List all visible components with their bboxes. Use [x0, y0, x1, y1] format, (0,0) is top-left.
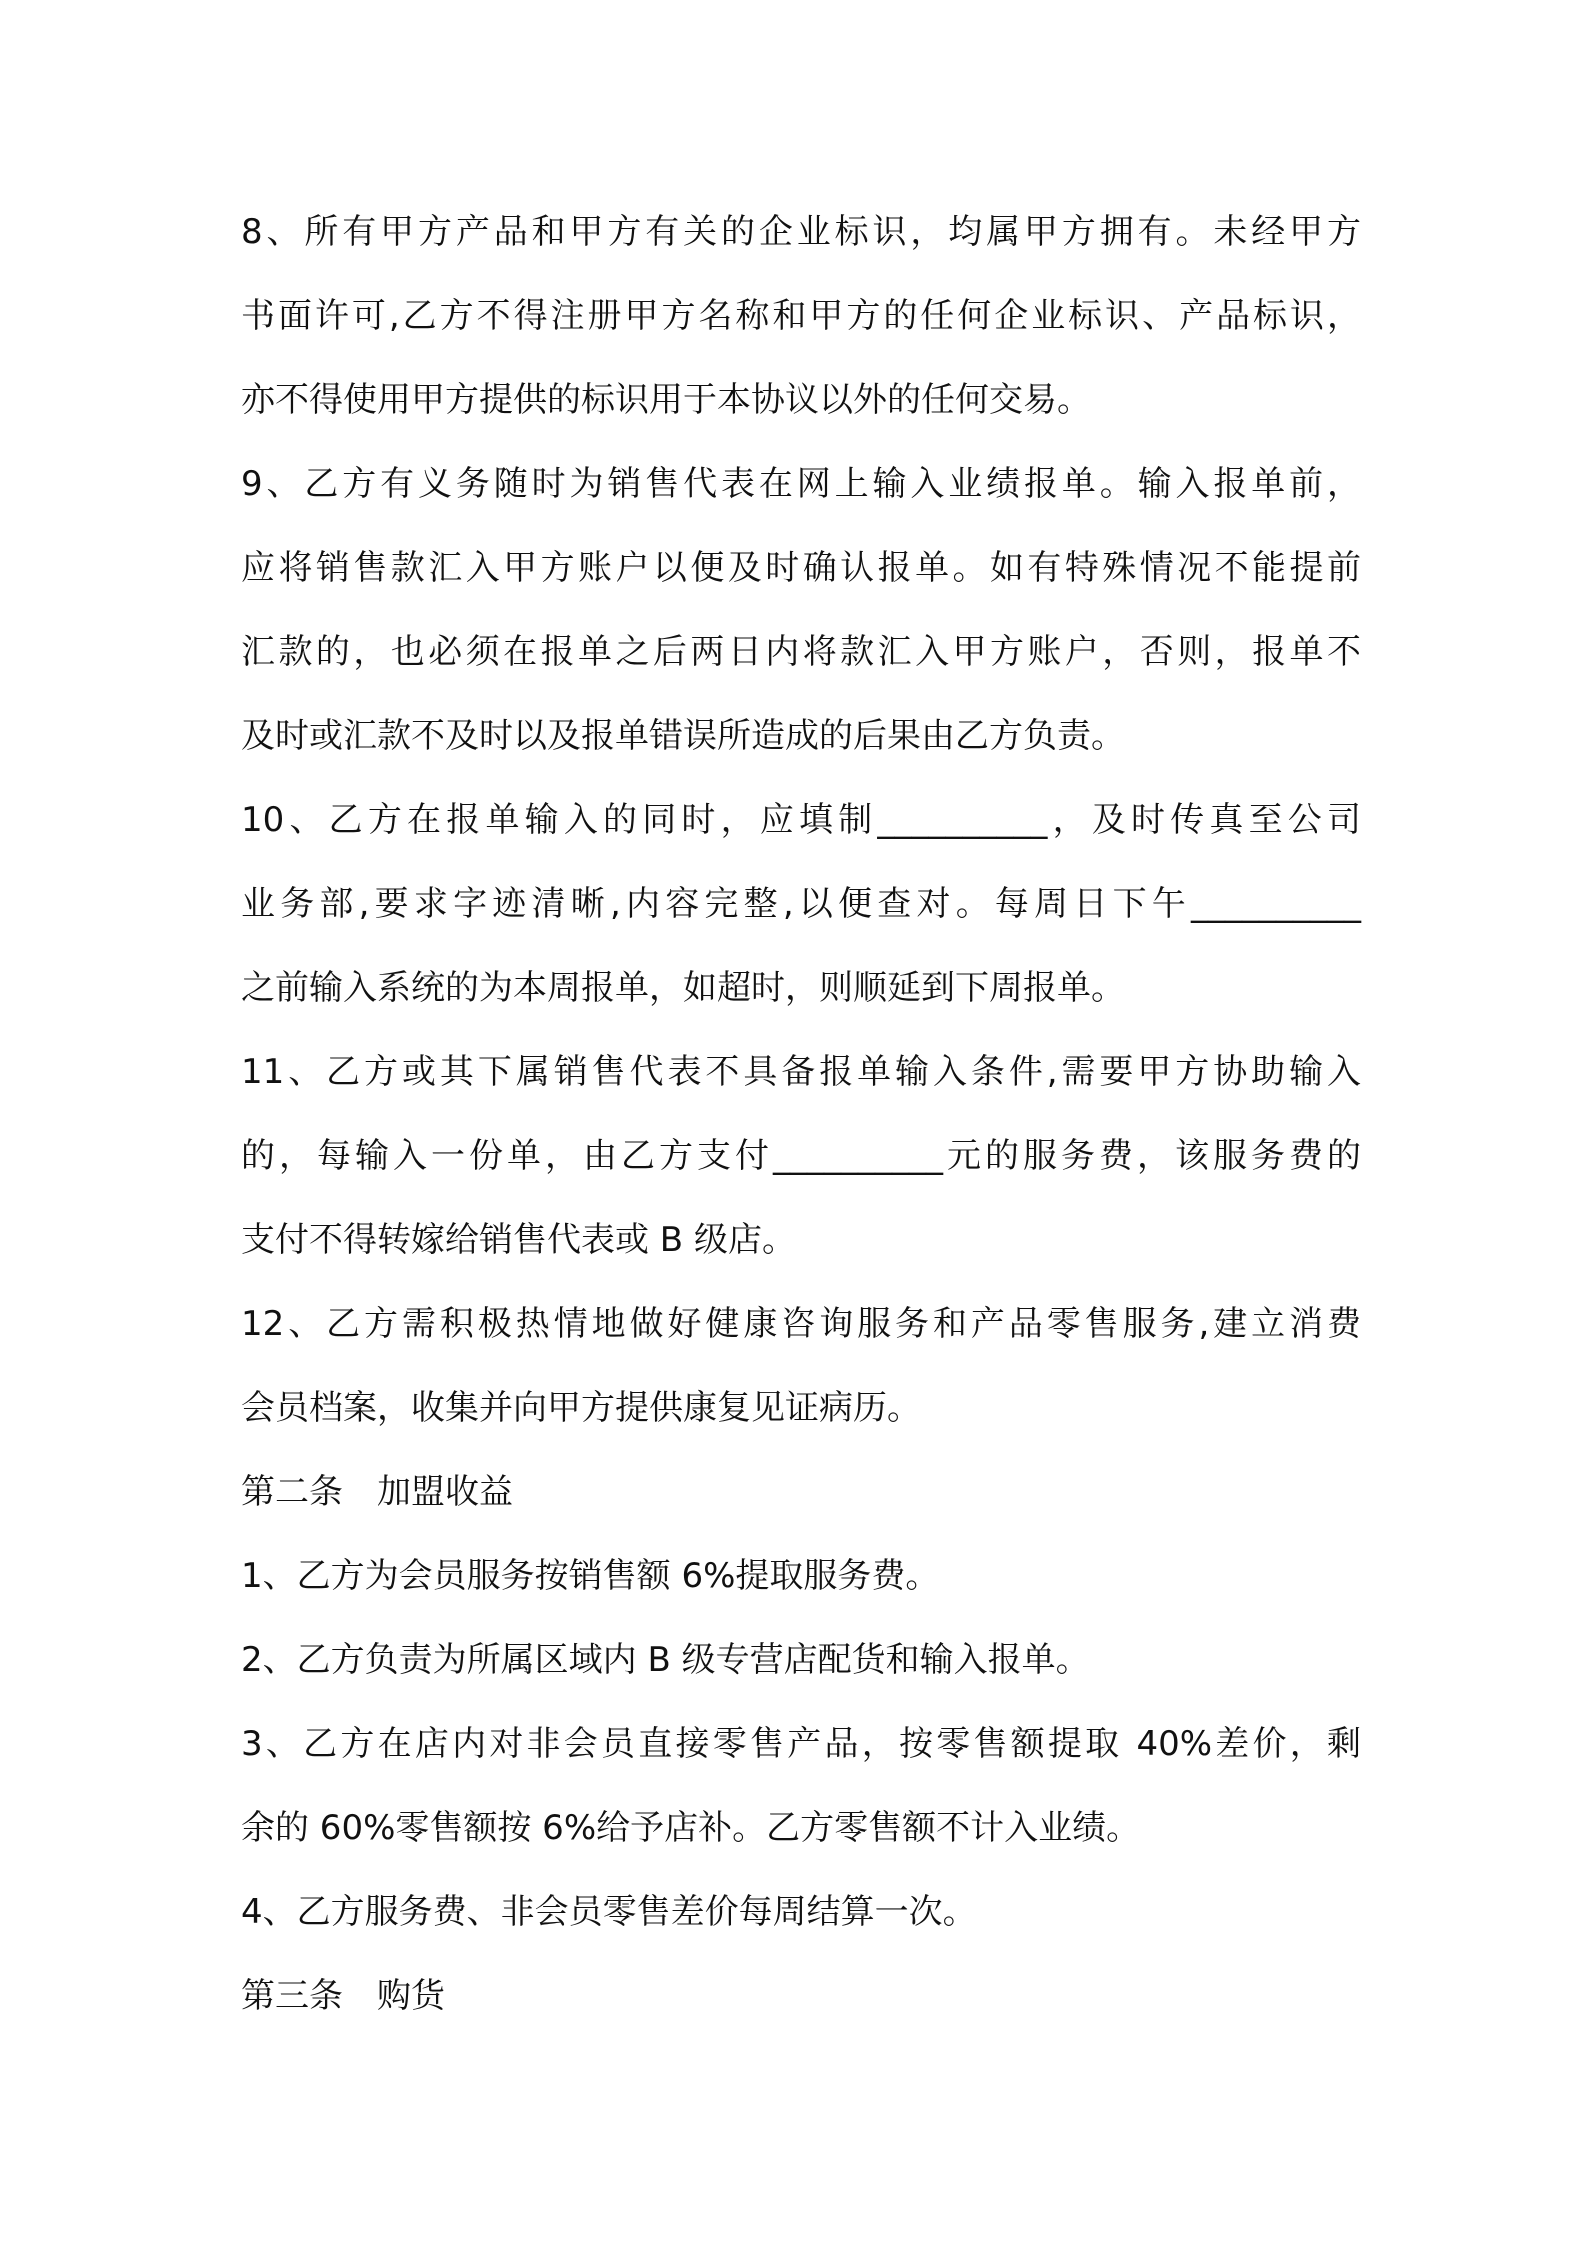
article-2-item-4: 4、乙方服务费、非会员零售差价每周结算一次。	[241, 1892, 977, 1932]
clause-9-line-2: 应将销售款汇入甲方账户以便及时确认报单。如有特殊情况不能提前	[241, 548, 1361, 588]
article-2-item-1: 1、乙方为会员服务按销售额 6%提取服务费。	[241, 1556, 940, 1596]
article-2-item-2: 2、乙方负责为所属区域内 B 级专营店配货和输入报单。	[241, 1640, 1090, 1680]
clause-8-line-1: 8、所有甲方产品和甲方有关的企业标识，均属甲方拥有。未经甲方	[241, 212, 1361, 252]
article-2-item-3-line-1: 3、乙方在店内对非会员直接零售产品，按零售额提取 40%差价，剩	[241, 1724, 1361, 1764]
clause-9-line-1: 9、乙方有义务随时为销售代表在网上输入业绩报单。输入报单前，	[241, 464, 1361, 504]
clause-11-line-1: 11、乙方或其下属销售代表不具备报单输入条件,需要甲方协助输入	[241, 1052, 1361, 1092]
clause-12-line-1: 12、乙方需积极热情地做好健康咨询服务和产品零售服务,建立消费	[241, 1304, 1361, 1344]
clause-10-line-1: 10、乙方在报单输入的同时，应填制__________，及时传真至公司	[241, 800, 1361, 840]
document-body	[241, 190, 1361, 2038]
clause-10-line-3: 之前输入系统的为本周报单，如超时，则顺延到下周报单。	[241, 968, 1125, 1008]
article-2-heading: 第二条 加盟收益	[241, 1472, 513, 1512]
clause-11-line-3: 支付不得转嫁给销售代表或 B 级店。	[241, 1220, 796, 1260]
clause-8-line-2: 书面许可,乙方不得注册甲方名称和甲方的任何企业标识、产品标识，	[241, 296, 1361, 336]
article-2-item-3-line-2: 余的 60%零售额按 6%给予店补。乙方零售额不计入业绩。	[241, 1808, 1141, 1848]
article-3-heading: 第三条 购货	[241, 1976, 445, 2016]
clause-10-line-2: 业务部,要求字迹清晰,内容完整,以便查对。每周日下午__________	[241, 884, 1361, 924]
clause-9-line-4: 及时或汇款不及时以及报单错误所造成的后果由乙方负责。	[241, 716, 1125, 756]
clause-11-line-2: 的，每输入一份单，由乙方支付__________元的服务费，该服务费的	[241, 1136, 1361, 1176]
clause-9-line-3: 汇款的，也必须在报单之后两日内将款汇入甲方账户，否则，报单不	[241, 632, 1361, 672]
clause-12-line-2: 会员档案，收集并向甲方提供康复见证病历。	[241, 1388, 921, 1428]
clause-8-line-3: 亦不得使用甲方提供的标识用于本协议以外的任何交易。	[241, 380, 1091, 420]
